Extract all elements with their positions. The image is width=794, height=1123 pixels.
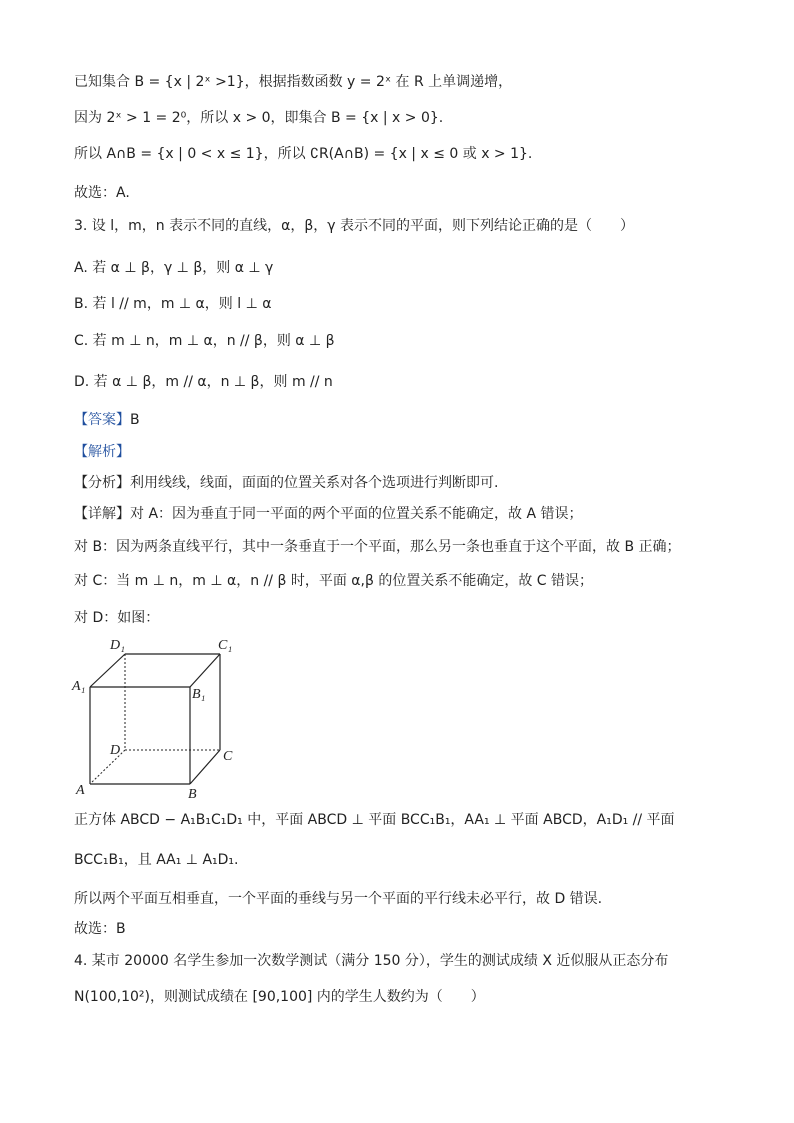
option-c: C. 若 m ⊥ n，m ⊥ α，n // β，则 α ⊥ β — [74, 333, 335, 349]
solution-line-complement: 所以 A∩B = {x | 0 < x ≤ 1}，所以 ∁R(A∩B) = {x | x ≤ 0 或 x > 1}. — [74, 146, 533, 162]
solution-line-x-positive: 因为 2ˣ > 1 = 2⁰，所以 x > 0，即集合 B = {x | x > 0}. — [74, 110, 444, 126]
cube-explanation-2: BCC₁B₁，且 AA₁ ⊥ A₁D₁. — [74, 852, 239, 868]
detail-b: 对 B：因为两条直线平行，其中一条垂直于一个平面，那么另一条也垂直于这个平面，故 B 正确； — [74, 539, 681, 555]
option-a: A. 若 α ⊥ β，γ ⊥ β，则 α ⊥ γ — [74, 260, 274, 276]
detail-c: 对 C：当 m ⊥ n，m ⊥ α，n // β 时，平面 α,β 的位置关系不能确定，故 C 错误； — [74, 573, 594, 589]
label-b: B — [188, 787, 197, 802]
answer-value: B — [130, 412, 140, 428]
label-d: D — [110, 743, 121, 758]
cube-figure — [70, 632, 250, 802]
label-b1: B₁ — [192, 687, 206, 702]
cube-explanation-1: 正方体 ABCD − A₁B₁C₁D₁ 中，平面 ABCD ⊥ 平面 BCC₁B₁，AA₁ ⊥ 平面 ABCD，A₁D₁ // 平面 — [74, 812, 675, 828]
option-d: D. 若 α ⊥ β，m // α，n ⊥ β，则 m // n — [74, 374, 333, 390]
question-4-stem-cont: N(100,10²)，则测试成绩在 [90,100] 内的学生人数约为（ ） — [74, 989, 485, 1005]
label-a: A — [76, 783, 85, 798]
analysis-tag: 【解析】 — [74, 444, 130, 460]
answer-tag: 【答案】 — [74, 412, 130, 428]
label-c: C — [223, 749, 233, 764]
conclusion-d: 所以两个平面互相垂直，一个平面的垂线与另一个平面的平行线未必平行，故 D 错误. — [74, 891, 603, 907]
label-a1: A₁ — [72, 679, 86, 694]
answer-choice-line-q2: 故选：A. — [74, 185, 130, 201]
analysis-summary: 【分析】利用线线，线面，面面的位置关系对各个选项进行判断即可. — [74, 475, 499, 491]
question-4-stem: 4. 某市 20000 名学生参加一次数学测试（满分 150 分），学生的测试成绩 X 近似服从正态分布 — [74, 953, 669, 969]
label-c1: C₁ — [218, 638, 233, 653]
question-3-stem: 3. 设 l，m，n 表示不同的直线，α，β，γ 表示不同的平面，则下列结论正确的是（ ） — [74, 218, 635, 234]
answer-line — [74, 410, 140, 430]
solution-line-set-b: 已知集合 B = {x | 2ˣ >1}，根据指数函数 y = 2ˣ 在 R 上单调递增， — [74, 74, 513, 90]
detail-d-intro: 对 D：如图： — [74, 610, 160, 626]
label-d1: D₁ — [110, 638, 125, 653]
detail-a: 【详解】对 A：因为垂直于同一平面的两个平面的位置关系不能确定，故 A 错误； — [74, 506, 583, 522]
option-b: B. 若 l // m，m ⊥ α，则 l ⊥ α — [74, 296, 272, 312]
answer-choice-line-q3: 故选：B — [74, 921, 126, 937]
